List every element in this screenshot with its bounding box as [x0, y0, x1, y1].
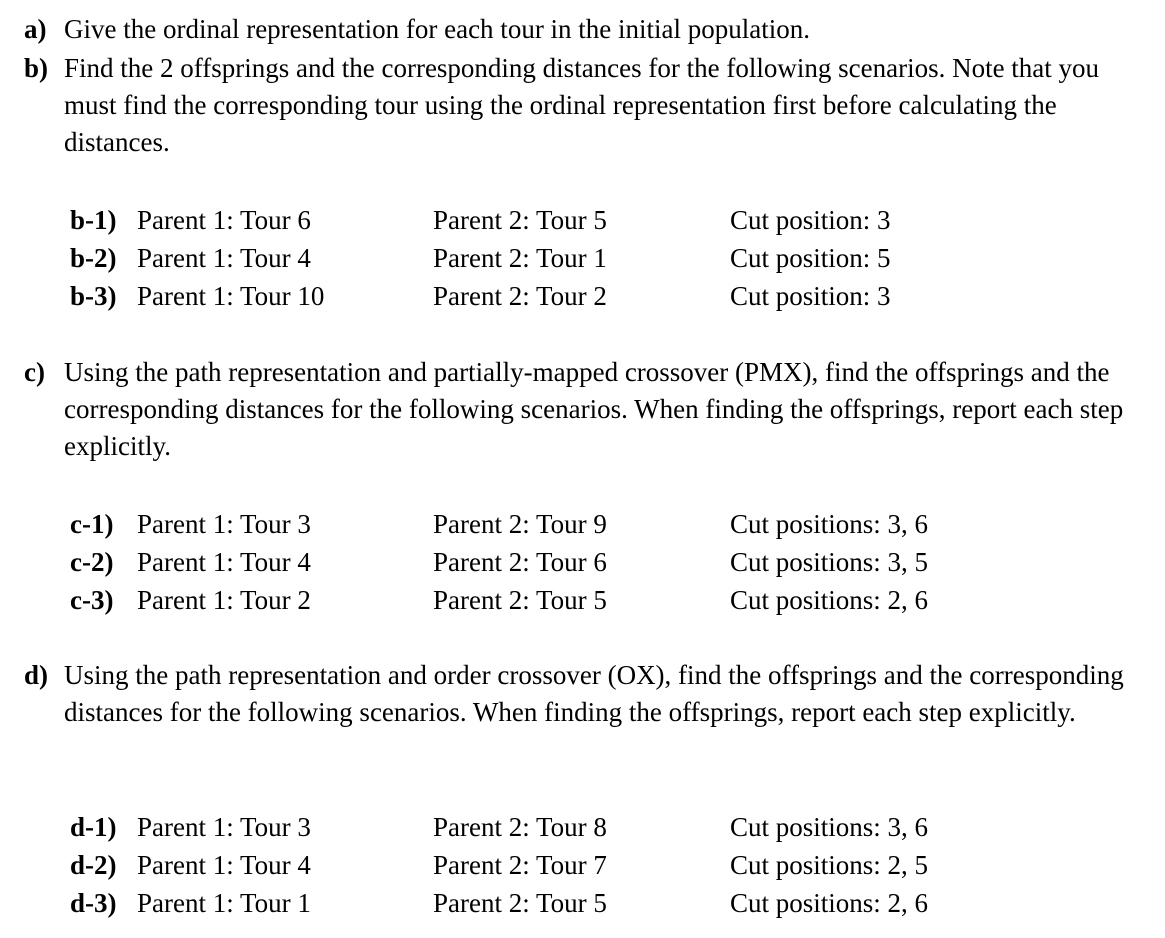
cut-position: Cut position: 3	[730, 281, 891, 311]
scenario-id: c-1)	[70, 509, 114, 539]
scenario-id: d-1)	[70, 812, 117, 842]
scenario-id: b-2)	[70, 243, 117, 273]
parent-1: Parent 1: Tour 6	[137, 205, 311, 235]
parent-2: Parent 2: Tour 9	[433, 509, 607, 539]
scenario-row-c-2	[70, 544, 1070, 582]
cut-position: Cut position: 3	[730, 205, 891, 235]
scenario-row-d-3	[70, 885, 1070, 923]
question-c	[24, 354, 1144, 465]
scenario-row-b-1	[70, 202, 1070, 240]
scenario-id: b-1)	[70, 205, 117, 235]
parent-1: Parent 1: Tour 4	[137, 243, 311, 273]
scenario-row-d-2	[70, 847, 1070, 885]
parent-2: Parent 2: Tour 5	[433, 205, 607, 235]
parent-1: Parent 1: Tour 1	[137, 888, 311, 918]
cut-positions: Cut positions: 2, 5	[730, 850, 929, 880]
scenario-id: d-3)	[70, 888, 117, 918]
question-text: Find the 2 offsprings and the corresponding distances for the following scenarios. Note that you must find the corresponding tour using the ordinal representation first before calculating the distances.	[64, 53, 1100, 157]
cut-positions: Cut positions: 3, 6	[730, 812, 929, 842]
scenario-row-c-3	[70, 582, 1070, 620]
question-a	[24, 11, 1144, 48]
scenario-row-c-1	[70, 506, 1070, 544]
question-text: Using the path representation and order crossover (OX), find the offsprings and the corresponding distances for the following scenarios. When finding the offsprings, report each step explicitly.	[64, 660, 1124, 727]
cut-positions: Cut positions: 2, 6	[730, 585, 929, 615]
parent-2: Parent 2: Tour 6	[433, 547, 607, 577]
question-label: c)	[24, 357, 45, 387]
scenario-row-b-3	[70, 278, 1070, 316]
parent-2: Parent 2: Tour 8	[433, 812, 607, 842]
parent-1: Parent 1: Tour 10	[137, 281, 325, 311]
scenario-id: b-3)	[70, 281, 117, 311]
parent-1: Parent 1: Tour 4	[137, 850, 311, 880]
cut-position: Cut position: 5	[730, 243, 891, 273]
scenario-row-d-1	[70, 809, 1070, 847]
question-d	[24, 657, 1144, 731]
question-label: b)	[24, 53, 49, 83]
scenario-id: c-3)	[70, 585, 114, 615]
question-text: Using the path representation and partially-mapped crossover (PMX), find the offsprings and the corresponding distances for the following scenarios. When finding the offsprings, report each step explicitly.	[64, 357, 1124, 461]
parent-2: Parent 2: Tour 5	[433, 585, 607, 615]
parent-2: Parent 2: Tour 7	[433, 850, 607, 880]
question-label: d)	[24, 660, 49, 690]
parent-1: Parent 1: Tour 3	[137, 509, 311, 539]
parent-1: Parent 1: Tour 3	[137, 812, 311, 842]
parent-1: Parent 1: Tour 2	[137, 585, 311, 615]
parent-2: Parent 2: Tour 2	[433, 281, 607, 311]
parent-2: Parent 2: Tour 5	[433, 888, 607, 918]
question-label: a)	[24, 14, 47, 44]
parent-1: Parent 1: Tour 4	[137, 547, 311, 577]
cut-positions: Cut positions: 2, 6	[730, 888, 929, 918]
cut-positions: Cut positions: 3, 6	[730, 509, 929, 539]
cut-positions: Cut positions: 3, 5	[730, 547, 929, 577]
parent-2: Parent 2: Tour 1	[433, 243, 607, 273]
question-b	[24, 50, 1144, 161]
scenario-id: d-2)	[70, 850, 117, 880]
question-text: Give the ordinal representation for each tour in the initial population.	[64, 14, 811, 44]
scenario-id: c-2)	[70, 547, 114, 577]
scenario-row-b-2	[70, 240, 1070, 278]
